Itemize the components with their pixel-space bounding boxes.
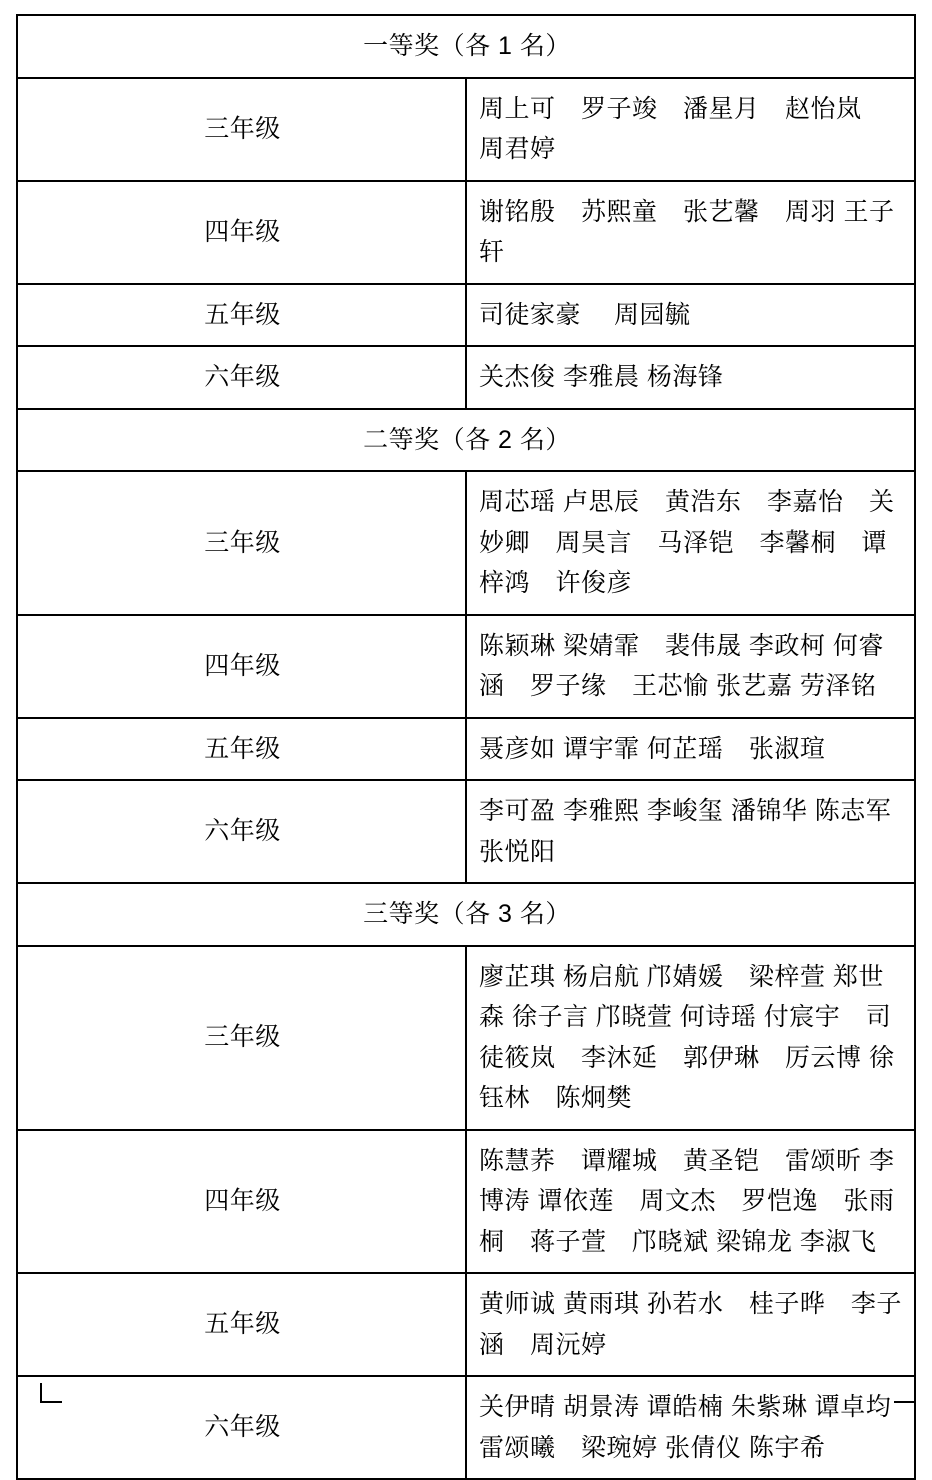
grade-label: 四年级 xyxy=(17,181,466,284)
grade-label: 六年级 xyxy=(17,346,466,409)
section-heading-row xyxy=(17,409,915,472)
names-list: 谢铭殷 苏熙童 张艺馨 周羽 王子轩 xyxy=(466,181,915,284)
grade-label: 三年级 xyxy=(17,78,466,181)
table-row xyxy=(17,78,915,181)
grade-label: 五年级 xyxy=(17,284,466,347)
names-list: 司徒家豪 周园毓 xyxy=(466,284,915,347)
names-list: 周上可 罗子竣 潘星月 赵怡岚 周君婷 xyxy=(466,78,915,181)
table-row xyxy=(17,946,915,1130)
table-row xyxy=(17,1273,915,1376)
table-row xyxy=(17,615,915,718)
table-row xyxy=(17,718,915,781)
table-row xyxy=(17,1130,915,1274)
names-list: 黄师诚 黄雨琪 孙若水 桂子晔 李子涵 周沅婷 xyxy=(466,1273,915,1376)
table-row xyxy=(17,471,915,615)
table-row xyxy=(17,780,915,883)
table-row xyxy=(17,346,915,409)
section-heading: 三等奖（各 3 名） xyxy=(17,883,915,946)
section-heading: 一等奖（各 1 名） xyxy=(17,15,915,78)
names-list: 廖芷琪 杨启航 邝婧媛 梁梓萱 郑世森 徐子言 邝晓萱 何诗瑶 付宸宇 司徒筱岚 李沐延 郭伊琳 厉云博 徐钰林 陈炯樊 xyxy=(466,946,915,1130)
page-crop-marks xyxy=(16,1383,916,1403)
grade-label: 三年级 xyxy=(17,946,466,1130)
crop-mark-left xyxy=(40,1383,62,1403)
names-list: 陈慧荞 谭耀城 黄圣铠 雷颂昕 李博涛 谭依莲 周文杰 罗恺逸 张雨桐 蒋子萱 邝晓斌 梁锦龙 李淑飞 xyxy=(466,1130,915,1274)
names-list: 关杰俊 李雅晨 杨海锋 xyxy=(466,346,915,409)
table-row xyxy=(17,284,915,347)
names-list: 陈颖琳 梁婧霏 裴伟晟 李政柯 何睿涵 罗子缘 王芯愉 张艺嘉 劳泽铭 xyxy=(466,615,915,718)
grade-label: 三年级 xyxy=(17,471,466,615)
section-heading-row xyxy=(17,883,915,946)
table-row xyxy=(17,181,915,284)
award-list-table xyxy=(16,14,916,1480)
names-list: 聂彦如 谭宇霏 何芷瑶 张淑瑄 xyxy=(466,718,915,781)
grade-label: 四年级 xyxy=(17,1130,466,1274)
grade-label: 六年级 xyxy=(17,1376,466,1479)
grade-label: 五年级 xyxy=(17,718,466,781)
grade-label: 六年级 xyxy=(17,780,466,883)
names-list: 关伊晴 胡景涛 谭皓楠 朱紫琳 谭卓均 雷颂曦 梁琬婷 张倩仪 陈宇希 xyxy=(466,1376,915,1479)
names-list: 李可盈 李雅熙 李峻玺 潘锦华 陈志军 张悦阳 xyxy=(466,780,915,883)
crop-mark-right xyxy=(894,1383,916,1403)
grade-label: 五年级 xyxy=(17,1273,466,1376)
section-heading: 二等奖（各 2 名） xyxy=(17,409,915,472)
names-list: 周芯瑶 卢思辰 黄浩东 李嘉怡 关妙卿 周昊言 马泽铠 李馨桐 谭梓鸿 许俊彦 xyxy=(466,471,915,615)
grade-label: 四年级 xyxy=(17,615,466,718)
section-heading-row xyxy=(17,15,915,78)
